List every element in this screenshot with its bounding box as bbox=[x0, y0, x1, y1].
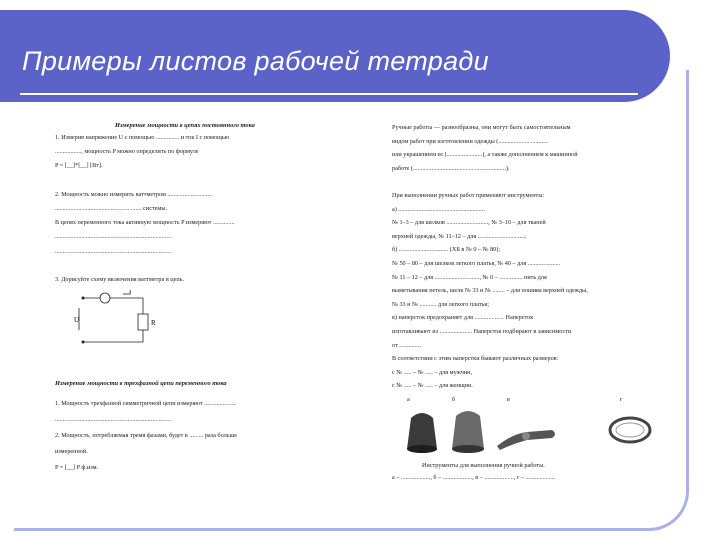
wattmeter-symbol bbox=[100, 293, 110, 303]
text-line: При выполнении ручных работ применяют инструменты: bbox=[392, 192, 545, 199]
tools-answer-line: а – ..................., б – ..................., в – ..................., г – ................... bbox=[392, 474, 555, 481]
circuit-diagram bbox=[73, 290, 183, 348]
thimble-label: в bbox=[507, 396, 510, 403]
title-banner bbox=[0, 10, 670, 102]
text-line: ........................................................................... bbox=[55, 416, 172, 423]
left-heading-1: Измерение мощности в цепях постоянного тока bbox=[115, 122, 255, 129]
text-line: в) наперсток предохраняет для ................... Наперсток bbox=[392, 314, 534, 322]
text-line: выметывания петель, шелк № 33 и № ........ – для пошива верхней одежды, bbox=[392, 287, 588, 295]
text-line: P = [__]*[__] [Вт]. bbox=[55, 162, 103, 170]
text-line: № 1–3 – для шелков ..........................., № 3–10 – для тканей bbox=[392, 219, 546, 227]
text-line: верхней одежды, № 11–12 – для ..............................; bbox=[392, 232, 526, 240]
text-line: В соответствии с этим наперстки бывают различных размеров: bbox=[392, 355, 559, 363]
circuit-label-i: I bbox=[129, 290, 132, 295]
text-line: № 33 и № ........... для легкого платья; bbox=[392, 300, 489, 308]
slide-title: Примеры листов рабочей тетради bbox=[22, 46, 489, 76]
text-line: № 11 – 12 – для ............................., № 0 – ............... нить для bbox=[392, 273, 547, 281]
text-line: 2. Мощность можно измерить ваттметром ............................. bbox=[55, 190, 213, 198]
text-line: 3. Дорисуйте схему включения ваттметра в цепь. bbox=[55, 276, 185, 283]
resistor-symbol bbox=[138, 314, 148, 330]
text-line: с № ..... – № ..... – для мужчин, bbox=[392, 368, 472, 376]
thimble-a-icon bbox=[407, 413, 437, 453]
text-line: В цепях переменного тока активную мощность P измеряют .............. bbox=[55, 219, 235, 227]
text-line: ........................................................................... bbox=[55, 247, 172, 255]
sewing-tools-illustration bbox=[402, 404, 672, 454]
text-line: 1. Измерив напряжение U с помощью ............... и ток I с помощью bbox=[55, 134, 230, 141]
text-line: с № ..... – № ..... – для женщин. bbox=[392, 382, 473, 390]
text-line: ........................................................ системы. bbox=[55, 205, 168, 212]
text-line: ........................................................................... bbox=[55, 233, 172, 241]
text-line: P = [__] P ф.изм. bbox=[55, 464, 99, 471]
circuit-label-r: R bbox=[151, 319, 156, 327]
text-line: Ручные работы — разнообразны, они могут быть самостоятельным bbox=[392, 124, 571, 131]
text-line: или украшением ее (.......................), а также дополнением к машинной bbox=[392, 151, 578, 159]
thimble-c-icon bbox=[497, 430, 555, 450]
thimble-ring-icon bbox=[610, 418, 650, 442]
text-line: ................., мощность P можно определить по формуле bbox=[55, 148, 199, 156]
text-line: измеренной. bbox=[55, 448, 88, 455]
circuit-label-u: U bbox=[74, 316, 80, 324]
thimble-label: б bbox=[452, 396, 456, 403]
thimble-b-icon bbox=[452, 411, 484, 453]
text-line: а) ........................................................ bbox=[392, 205, 485, 213]
text-line: работе (............................................................). bbox=[392, 164, 510, 172]
thimble-label: а bbox=[407, 396, 410, 403]
thimble-label: г bbox=[620, 396, 623, 403]
tools-caption: Инструменты для выполнения ручной работы. bbox=[422, 462, 545, 469]
workbook-scan bbox=[55, 118, 667, 488]
title-underline bbox=[20, 93, 638, 95]
text-line: видом работ при изготовлении одежды (................................ bbox=[392, 137, 548, 145]
text-line: 2. Мощность, потребляемая тремя фазами, будет в ......... раза больше bbox=[55, 432, 237, 439]
text-line: б) ................................ (ХБ в № 0 – № 80); bbox=[392, 246, 501, 254]
left-heading-2: Измерение мощности в трехфазной цепи переменного тока bbox=[55, 380, 227, 387]
text-line: 1. Мощность трехфазной симметричной цепи измеряют ..................... bbox=[55, 400, 237, 407]
text-line: № 50 – 80 – для шелков легкого платья, № 40 – для ..................... bbox=[392, 260, 561, 267]
text-line: от .............. bbox=[392, 341, 421, 349]
text-line: изготавливают из ..................... Наперсток подбирают в зависимости bbox=[392, 328, 572, 335]
